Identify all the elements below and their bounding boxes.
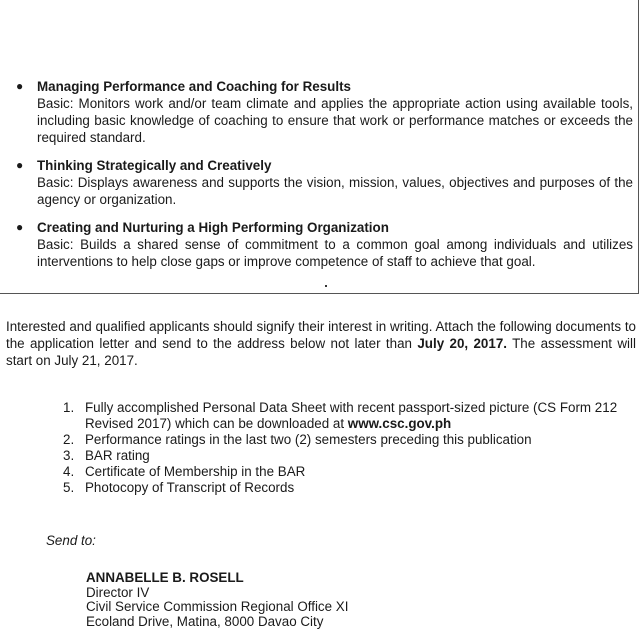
list-number: 4. — [63, 464, 75, 479]
list-item — [60, 400, 620, 432]
csc-website-link[interactable]: www.csc.gov.ph — [347, 416, 452, 431]
requirement-text: Fully accomplished Personal Data Sheet with recent passport-sized picture (CS Form 212 Revised 2017) which can be downloaded at — [85, 400, 618, 431]
list-number: 2. — [63, 432, 75, 447]
competency-box — [0, 0, 639, 294]
list-item — [60, 448, 620, 464]
instructions-text-end: The assessment will start on July 21, 2017. — [6, 336, 636, 368]
recipient-position: Director IV — [86, 584, 150, 600]
recipient-address: Ecoland Drive, Matina, 8000 Davao City — [86, 613, 324, 629]
competency-description: Basic: Displays awareness and supports the vision, mission, values, objectives and purposes of the agency or organization. — [37, 175, 633, 207]
requirement-text: BAR rating — [85, 448, 150, 463]
competency-item — [16, 78, 633, 146]
bullet-icon: ● — [16, 220, 24, 234]
competency-item — [16, 157, 633, 208]
list-number: 1. — [63, 400, 75, 415]
competency-title: Thinking Strategically and Creatively — [37, 158, 272, 173]
recipient-office: Civil Service Commission Regional Office XI — [86, 599, 349, 614]
deadline-date: July 20, 2017. — [417, 336, 507, 351]
recipient-address-block — [86, 571, 348, 629]
list-item — [60, 464, 620, 480]
send-to-label: Send to: — [46, 533, 96, 548]
list-item — [60, 480, 620, 496]
requirements-list — [60, 400, 620, 496]
competency-item — [16, 219, 633, 270]
competency-title: Creating and Nurturing a High Performing Organization — [37, 220, 389, 235]
competency-description: Basic: Builds a shared sense of commitment to a common goal among individuals and utilizes interventions to help close gaps or improve competence of staff to achieve that goal. — [37, 237, 633, 269]
competency-title: Managing Performance and Coaching for Results — [37, 79, 351, 94]
list-number: 5. — [63, 480, 75, 495]
competency-description: Basic: Monitors work and/or team climate and applies the appropriate action using available tools, including basic knowledge of coaching to ensure that work or performance matches or exceeds the required standard. — [37, 96, 633, 145]
list-item — [60, 432, 620, 448]
bullet-icon: ● — [16, 158, 24, 172]
instructions-text: Interested and qualified applicants should signify their interest in writing. Attach the following documents to the application letter and send to the address below not later than — [6, 319, 636, 351]
instructions-paragraph — [6, 318, 636, 369]
bullet-icon: ● — [16, 79, 24, 93]
requirement-text: Performance ratings in the last two (2) semesters preceding this publication — [85, 432, 532, 447]
scan-mark — [325, 285, 327, 287]
list-number: 3. — [63, 448, 75, 463]
recipient-name: ANNABELLE B. ROSELL — [86, 570, 244, 585]
requirement-text: Photocopy of Transcript of Records — [85, 480, 295, 495]
requirement-text: Certificate of Membership in the BAR — [85, 464, 306, 479]
